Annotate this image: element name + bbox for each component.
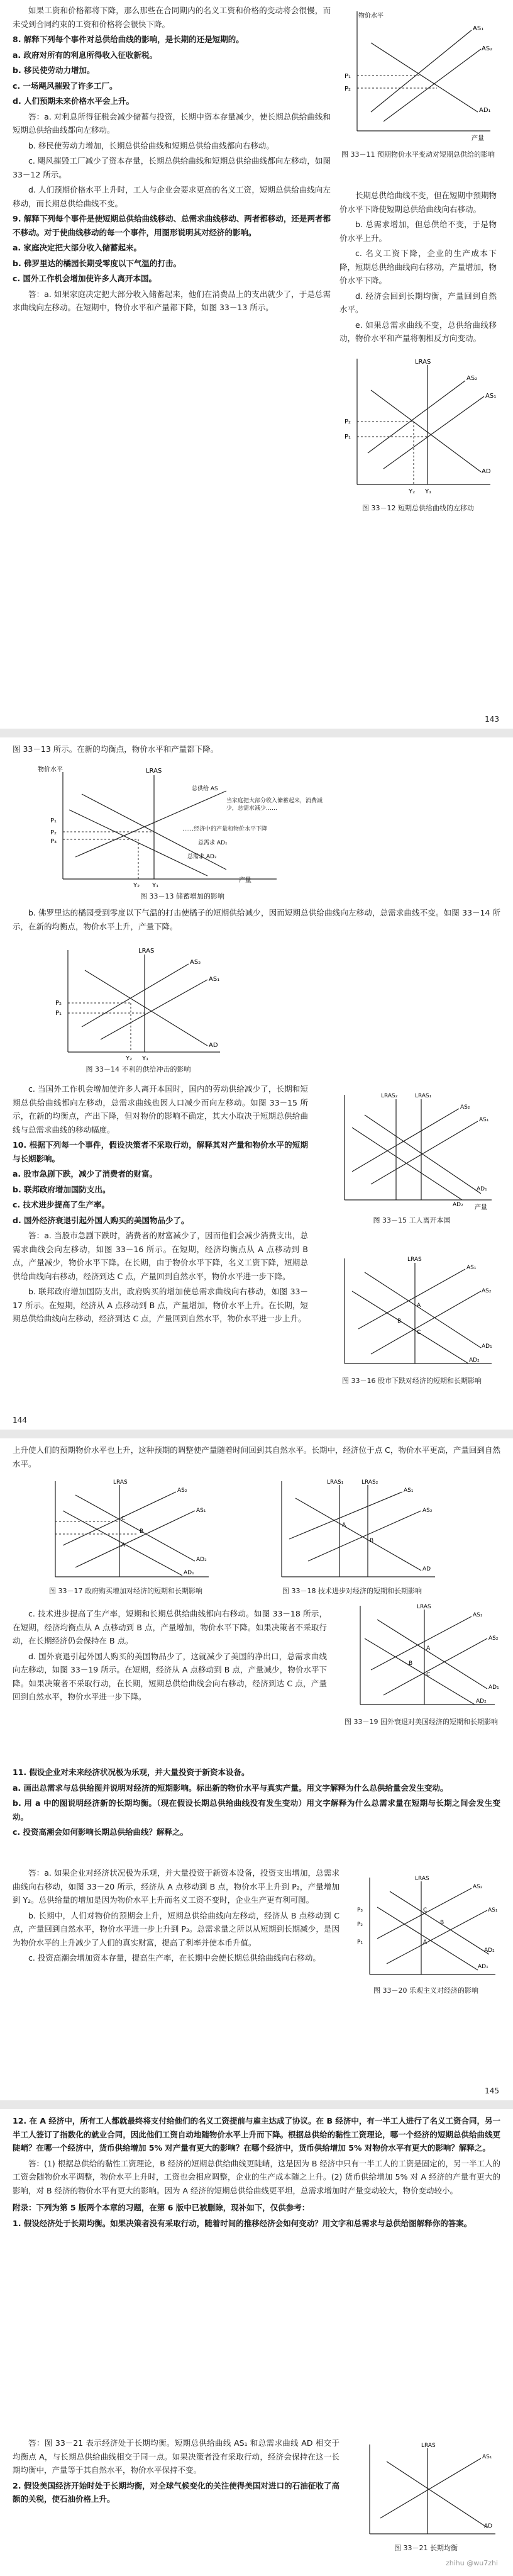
curve-ad2 (352, 1128, 462, 1200)
question-11: 11. 假设企业对未来经济状况极为乐观，并大量投资于新资本设备。 (13, 1767, 250, 1777)
label-as1: AS₁ (196, 1508, 206, 1514)
question-12: 12. 在 A 经济中，所有工人都就最终将支付给他们的名义工资提前与雇主达成了协议。在 B 经济中，有一半工人进行了名义工资合同，另一半工人签订了指数化的就业合同，因此他们工资自动地随物价水平上升而下降。根据总供给的黏性工资理论，哪一个经济的短期总供给曲线更陡峭？在哪一个经济中，货币供给增加 5% 对产量有更大的影响？在哪个经济中，货币供给增加 5% 对物价水平有更大的影响？解释之。 (13, 2116, 500, 2153)
label-as2: AS₂ (482, 1288, 492, 1294)
label-p1: P₁ (357, 1939, 363, 1946)
p1-right-paragraph: e. 如果总需求曲线不变，总供给曲线移动，物价水平和产量将朝相反方向变动。 (339, 320, 497, 343)
label-y1: Y₁ (142, 1055, 149, 1062)
p1-left-paragraph: c. 飓风摧毁工厂减少了资本存量，长期总供给曲线和短期总供给曲线都向左移动，如图 33－12 所示。 (13, 156, 331, 179)
label-as1: AS₁ (466, 1265, 477, 1271)
answer-11b: b. 长期中，人们对物价的预期会上升，短期总供给曲线向左移动，经济从 B 点移动到 C 点，产量回到自然水平，物价水平进一步上升到 P₃。总需求量之所以从短期到长期减少，是因为物价水平的上升减少了人们的真实财富，提高了利率并使本币升值。 (13, 1910, 339, 1947)
label-point-b: B (409, 1660, 413, 1667)
label-ad1: AD₁ (477, 1186, 487, 1192)
appendix-question-1: 1. 假设经济处于长期均衡。如果决策者没有采取行动，随着时间的推移经济会如何变动？用文字和总需求与总供给图解释你的答案。 (13, 2218, 472, 2228)
fig-33-17 (38, 1476, 214, 1596)
label-lras1: LRAS₁ (415, 1093, 432, 1099)
page-145-top-text: 上升使人们的预期物价水平也上升，这种预期的调整使产量随着时间回到其自然水平。长期中，经济位于点 C，物价水平更高，产量回到自然水平。 (13, 1445, 500, 1469)
label-y2: Y₂ (126, 1055, 133, 1062)
label-ad1: AD₁ (479, 107, 491, 114)
label-ad: AD (422, 1566, 431, 1572)
fig-33-11-graph (339, 5, 497, 150)
page-separator (0, 2100, 513, 2109)
label-as2: AS₂ (190, 959, 201, 966)
label-point-a: A (121, 1542, 126, 1548)
p1-left-paragraph: 9. 解释下列每个事件是使短期总供给曲线移动、总需求曲线移动、两者都移动，还是两者都不移动。对于使曲线移动的每一个事件，用图形说明其对经济的影响。 (13, 214, 331, 237)
appendix-heading: 附录：下列为第 5 版两个本章的习题，在第 6 版中已被删除，现补如下，仅供参考： (13, 2203, 310, 2212)
fig-33-13-graph (38, 763, 327, 892)
page-number: 145 (485, 2086, 499, 2095)
p1-left-paragraph: b. 佛罗里达的橘园长期受零度以下气温的打击。 (13, 258, 182, 268)
page-143 (0, 0, 513, 729)
fig-33-11-x-label: 产量 (472, 135, 484, 142)
label-p3: P₃ (50, 838, 57, 845)
fig-33-14 (50, 945, 226, 1074)
fig-33-16-caption: 图 33－16 股市下跌对经济的短期和长期影响 (342, 1377, 482, 1385)
label-ad1: AD₁ (478, 1964, 488, 1970)
label-as1: AS₁ (488, 1907, 498, 1913)
fig-33-21-caption: 图 33－21 长期均衡 (394, 2544, 458, 2552)
label-y2: Y₂ (133, 882, 140, 889)
label-p1: P₁ (50, 817, 57, 824)
page-143-right-column (339, 189, 497, 347)
curve-ad (85, 970, 207, 1046)
p1-right-paragraph: 长期总供给曲线不变，但在短期中预期物价水平下降使短期总供给曲线向右移动。 (339, 191, 497, 214)
fig-33-17-graph (38, 1476, 214, 1586)
p1-left-paragraph: a. 家庭决定把大部分收入储蓄起来。 (13, 243, 142, 252)
label-ad2: AD₂ (196, 1557, 207, 1563)
p1-left-paragraph: c. 一场飓风摧毁了许多工厂。 (13, 81, 118, 91)
label-p2: P₂ (345, 86, 351, 92)
label-point-c: C (423, 1907, 428, 1913)
p1-right-paragraph: d. 经济会回到长期均衡，产量回到自然水平。 (339, 291, 497, 314)
fig-33-13-caption: 图 33－13 储蓄增加的影响 (140, 892, 224, 900)
question-11c: c. 投资高潮会如何影响长期总供给曲线？解释之。 (13, 1827, 189, 1837)
label-point-b: B (140, 1528, 144, 1535)
fig-33-19 (343, 1601, 500, 1727)
label-as2: AS₂ (466, 375, 478, 382)
p1-left-paragraph: b. 移民使劳动力增加，长期总供给曲线和短期总供给曲线都向右移动。 (28, 140, 274, 150)
label-p1: P₁ (345, 73, 351, 80)
page-145 (0, 1438, 513, 2100)
label-lras: LRAS (113, 1479, 128, 1486)
label-ad2: AD₂ (484, 1947, 495, 1954)
label-ad1: AD₁ (488, 1684, 499, 1691)
question-10b: b. 联邦政府增加国防支出。 (13, 1184, 111, 1194)
label-as1: AS₁ (482, 2454, 492, 2460)
fig-33-18-graph (264, 1476, 440, 1586)
label-as1: AS₁ (209, 976, 220, 983)
label-as2: AS₂ (460, 1104, 470, 1111)
label-y1: Y₁ (152, 882, 159, 889)
fig-33-18-caption: 图 33－18 技术进步对经济的短期和长期影响 (282, 1587, 422, 1595)
curve-as2 (383, 49, 481, 121)
watermark: zhihu @wu7zhi (445, 2559, 498, 2567)
fig-33-19-graph (343, 1601, 500, 1717)
page-separator (0, 1430, 513, 1438)
label-lras: LRAS (415, 359, 431, 366)
curve-as2 (368, 381, 465, 453)
curve-as1 (371, 30, 472, 112)
p1-left-paragraph: 答：a. 对利息所得征税会减少储蓄与投资，长期中资本存量减少，使长期总供给曲线和短期总供给曲线都向左移动。 (13, 111, 331, 135)
appendix-answer-1: 答：图 33－21 表示经济处于长期均衡。短期总供给曲线 AS₁ 和总需求曲线 AD 相交于均衡点 A，与长期总供给曲线相交于同一点。如果决策者没有采取行动，经济会保持在这一长期均衡中，产量等于其自然水平，物价水平保持不变。 (13, 2438, 339, 2475)
fig-33-17-caption: 图 33－17 政府购买增加对经济的短期和长期影响 (49, 1587, 202, 1595)
fig-33-19-caption: 图 33－19 国外衰退对美国经济的短期和长期影响 (345, 1718, 498, 1726)
answer-10b: b. 联邦政府增加国防支出，政府购买的增加使总需求曲线向右移动，如图 33－17 所示。在短期，经济从 A 点移动到 B 点，产量增加，物价水平上升。在长期，短期总供给曲线向左移动，经济到达 C 点，产量回到自然水平，物价水平进一步上升。 (13, 1287, 308, 1323)
label-point-a: A (426, 1645, 431, 1652)
label-as1: AS₁ (479, 1117, 489, 1123)
label-point-a: A (423, 1939, 428, 1946)
fig-33-13-y-label: 物价水平 (38, 766, 63, 773)
label-p1: P₁ (345, 434, 351, 440)
label-as1: AS₁ (473, 25, 484, 32)
label-as2: AS₂ (482, 45, 493, 52)
label-ad1: AD₁ (482, 1343, 492, 1350)
label-as1: AS₁ (473, 1612, 483, 1618)
label-ad2: 总需求 AD₂ (187, 854, 217, 860)
fig-33-15-x-label: 产量 (475, 1204, 487, 1211)
fig-33-12 (339, 352, 497, 513)
fig-33-20-caption: 图 33－20 乐观主义对经济的影响 (373, 1986, 478, 1995)
label-ad2: AD₂ (469, 1357, 480, 1364)
fig-33-13-note-2: ……经济中的产量和物价水平下降 (182, 826, 268, 832)
label-lras1: LRAS₁ (327, 1479, 344, 1486)
fig-33-13-x-label: 产量 (239, 877, 251, 884)
fig-33-21 (352, 2439, 500, 2553)
fig-33-15 (327, 1090, 497, 1225)
curve-as1 (101, 980, 207, 1039)
fig-33-14-caption: 图 33－14 不利的供给冲击的影响 (86, 1065, 191, 1073)
fig-33-11-caption: 图 33－11 预期物价水平变动对短期总供给的影响 (341, 150, 495, 159)
page-number: 143 (485, 715, 499, 724)
page-separator (0, 729, 513, 737)
page-144-text-b: b. 佛罗里达的橘园受到零度以下气温的打击使橘子的短期供给减少，因而短期总供给曲线向左移动，总需求曲线不变。如图 33－14 所示，在新的均衡点，物价水平上升，产量下降。 (13, 908, 500, 931)
fig-33-18 (264, 1476, 440, 1596)
curve-as1 (383, 396, 484, 469)
label-point-a: A (417, 1302, 421, 1309)
question-10a: a. 股市急剧下跌，减少了消费者的财富。 (13, 1169, 158, 1179)
answer-11c: c. 投资高潮会增加资本存量，提高生产率，在长期中会使长期总供给曲线向右移动。 (28, 1953, 321, 1963)
label-y2: Y₂ (409, 488, 416, 495)
label-ad1: 总需求 AD₁ (198, 840, 228, 846)
label-lras: LRAS (146, 768, 162, 775)
fig-33-15-caption: 图 33－15 工人离开本国 (373, 1216, 451, 1224)
page-number: 144 (13, 1416, 27, 1425)
fig-33-16 (327, 1253, 497, 1386)
question-10: 10. 根据下列每一个事件，假设决策者不采取行动，解释其对产量和物价水平的短期与长期影响。 (13, 1140, 308, 1163)
label-as: 总供给 AS (192, 786, 218, 792)
fig-33-11-y-label: 物价水平 (358, 13, 383, 20)
label-lras2: LRAS₂ (381, 1093, 398, 1099)
p1-left-paragraph: d. 人们预期价格水平上升时，工人与企业会要求更高的名义工资，短期总供给曲线向左移动，而长期总供给曲线不变。 (13, 185, 331, 208)
label-as1: AS₁ (485, 393, 497, 400)
label-lras: LRAS (415, 1876, 429, 1882)
page-144 (0, 737, 513, 1430)
p1-left-paragraph: c. 国外工作机会增加使许多人离开本国。 (13, 274, 157, 283)
label-p2: P₂ (357, 1922, 363, 1928)
page-145-text-c: c. 技术进步提高了生产率，短期和长期总供给曲线都向右移动。如图 33－18 所示，在短期，经济均衡点从 A 点移动到 B 点，产量增加，物价水平下降。如果决策者不采取行动，在长期经济仍会保持在 B 点。 (13, 1609, 327, 1645)
answer-10a: 答：a. 当股市急剧下跌时，消费者的财富减少了，因而他们会减少消费支出，总需求曲线会向左移动，如图 33－16 所示。在短期，经济均衡点从 A 点移动到 B 点，产量减少，物价水平下降。在长期，由于物价水平下降，名义工资下降，短期总供给曲线向右移动，经济到达 C 点，产量回到自然水平，物价水平进一步下降。 (13, 1231, 308, 1281)
label-lras: LRAS (407, 1257, 422, 1263)
label-p2: P₂ (50, 829, 57, 836)
p1-right-paragraph: b. 总需求增加，但总供给不变，于是物价水平上升。 (339, 220, 497, 243)
label-ad: AD (482, 468, 491, 475)
label-point-c: C (417, 1330, 421, 1336)
fig-33-14-graph (50, 945, 226, 1065)
label-p2: P₂ (55, 1000, 62, 1007)
p1-left-paragraph: 如果工资和价格都将下降，那么那些在合同期内的名义工资和价格的变动将会很慢，而未受到合同约束的工资和价格将会很快下降。 (13, 6, 331, 29)
p1-left-paragraph: 答：a. 如果家庭决定把大部分收入储蓄起来，他们在消费品上的支出就少了，于是总需求曲线向左移动。在短期中，物价水平和产量都下降，如图 33－13 所示。 (13, 289, 331, 312)
label-ad: AD (484, 2523, 493, 2529)
page-143-left-column (13, 4, 331, 316)
p1-left-paragraph: 8. 解释下列每个事件对总供给曲线的影响，是长期的还是短期的。 (13, 35, 244, 44)
fig-33-15-graph (327, 1090, 497, 1216)
p1-left-paragraph: a. 政府对所有的利息所得收入征收新税。 (13, 50, 158, 60)
label-lras: LRAS (138, 948, 155, 955)
curve-ad (371, 390, 481, 472)
page-144-text-c: c. 当国外工作机会增加使许多人离开本国时，国内的劳动供给减少了，长期和短期总供给曲线都向左移动，总需求曲线也因人口减少而向左移动。如图 33－15 所示，在新的均衡点，产出下降，但对物价的影响不确定，其大小取决于短期总供给曲线与总需求曲线的移动幅度。 (13, 1084, 308, 1134)
curve-as2 (371, 1291, 481, 1354)
appendix-question-2: 2. 假设美国经济开始时处于长期均衡，对全球气候变化的关注使得美国对进口的石油征收了高额的关税，使石油价格上升。 (13, 2480, 339, 2504)
label-as2: AS₂ (473, 1884, 483, 1890)
label-p3: P₃ (357, 1907, 363, 1913)
curve-ad1 (371, 43, 478, 112)
page-145-text-d: d. 国外衰退引起外国人购买的美国物品少了，这就减少了美国的净出口，总需求曲线向左移动，如图 33－19 所示。在短期，经济从 A 点移动到 B 点，产量减少，物价水平下降。如果决策者不采取行动，在长期，短期总供给曲线会向右移动，经济到达 C 点，产量回到自然水平，物价水平进一步下降。 (13, 1651, 327, 1701)
fig-33-13-note-1: 当家庭把大部分收入储蓄起来，消费减少，总需求减少…… (226, 798, 323, 812)
label-as2: AS₂ (177, 1487, 187, 1494)
label-point-b: B (370, 1538, 374, 1544)
label-ad: AD (209, 1042, 218, 1049)
label-y1: Y₁ (425, 488, 432, 495)
fig-33-21-graph (352, 2439, 500, 2543)
page-146 (0, 2109, 513, 2576)
question-11a: a. 画出总需求与总供给图并说明对经济的短期影响。标出新的物价水平与真实产量。用文字解释为什么总供给量会发生变动。 (13, 1783, 448, 1793)
label-point-b: B (440, 1920, 444, 1926)
label-p2: P₂ (345, 418, 351, 425)
label-lras: LRAS (421, 2443, 436, 2449)
question-11b: b. 用 a 中的图说明经济新的长期均衡。（现在假设长期总供给曲线没有发生变动）用文字解释为什么总需求量在短期与长期之间会发生变动。 (13, 1798, 500, 1822)
label-point-c: C (426, 1672, 431, 1678)
fig-33-13 (38, 763, 327, 901)
label-lras2: LRAS₂ (361, 1479, 378, 1486)
label-ad1: AD₁ (184, 1570, 194, 1576)
question-10c: c. 技术进步提高了生产率。 (13, 1200, 110, 1209)
label-ad2: AD₂ (453, 1202, 463, 1208)
fig-33-11 (339, 5, 497, 159)
fig-33-20-graph (352, 1873, 500, 1986)
label-as2: AS₂ (422, 1508, 433, 1514)
page-144-intro: 图 33－13 所示。在新的均衡点，物价水平和产量都下降。 (13, 744, 219, 754)
curve-as2 (352, 1109, 459, 1172)
label-lras: LRAS (417, 1604, 431, 1610)
label-point-c: C (121, 1516, 126, 1522)
question-10d: d. 国外经济衰退引起外国人购买的美国物品少了。 (13, 1215, 189, 1225)
label-ad2: AD₂ (476, 1698, 487, 1705)
label-p1: P₁ (55, 1010, 62, 1017)
fig-33-16-graph (327, 1253, 497, 1376)
label-as1: AS₁ (404, 1487, 414, 1494)
answer-11a: 答：a. 如果企业对经济状况极为乐观，并大量投资于新资本设备，投资支出增加，总需求曲线向右移动，如图 33－20 所示，经济从 A 点移动到 B 点，物价水平上升到 P₂，产量增加到 Y₂。总供给量的增加是因为物价水平上升而名义工资不变时，企业生产更有利可图。 (13, 1868, 339, 1905)
answer-12: 答：(1) 根据总供给的黏性工资理论，B 经济的短期总供给曲线更陡峭，这是因为 B 经济中只有一半工人的工资是固定的，另一半工人的工资会随物价水平调整，物价水平上升时，工资也会相应调整，企业的生产成本随之上升。(2) 货币供给增加 5% 对 A 经济的产量有更大的影响，对 B 经济的物价水平有更大的影响。因为 A 经济的短期总供给曲线更平坦，总需求增加时产量变动较大，物价变动较小。 (13, 2158, 500, 2195)
label-point-a: A (342, 1522, 346, 1528)
label-point-b: B (397, 1318, 402, 1324)
p1-left-paragraph: b. 移民使劳动力增加。 (13, 65, 95, 75)
curve-as2 (82, 964, 189, 1027)
label-as2: AS₂ (488, 1635, 499, 1642)
fig-33-12-caption: 图 33－12 短期总供给曲线的左移动 (362, 504, 474, 512)
p1-right-paragraph: c. 名义工资下降，企业的生产成本下降，短期总供给曲线向右移动，产量增加，物价水平下降。 (339, 249, 497, 285)
fig-33-12-graph (339, 352, 497, 503)
fig-33-20 (352, 1873, 500, 1995)
p1-left-paragraph: d. 人们预期未来价格水平会上升。 (13, 96, 135, 106)
curve-as1 (358, 1269, 465, 1329)
